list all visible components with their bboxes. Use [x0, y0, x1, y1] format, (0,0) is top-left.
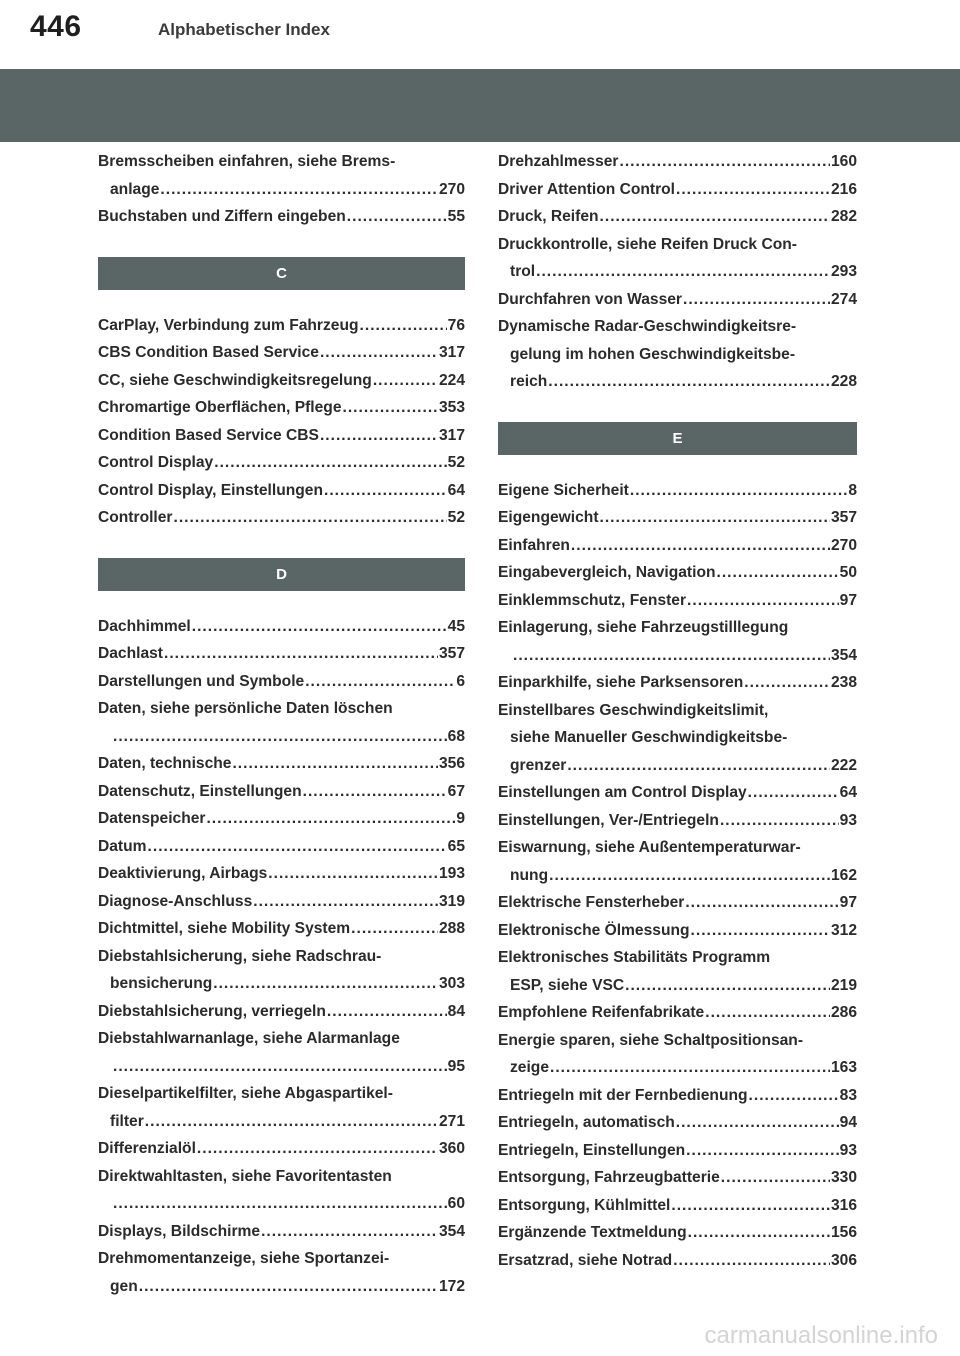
index-entry: [498, 669, 857, 697]
leader-dots: [261, 1218, 438, 1246]
index-entry-text: Darstellungen und Symbole: [98, 672, 305, 690]
index-entry-text: Control Display, Einstellungen: [98, 481, 323, 499]
index-entry-text: Deaktivierung, Airbags: [98, 865, 268, 882]
leader-dots: [145, 1108, 438, 1136]
leader-dots: [192, 613, 447, 641]
section-heading-d: D: [98, 558, 465, 591]
index-page-number: 357: [830, 509, 857, 526]
leader-dots: [686, 1137, 838, 1165]
index-entry: [498, 1027, 857, 1082]
watermark: carmanualsonline.info: [704, 1322, 938, 1349]
leader-dots: [213, 970, 438, 998]
index-group-c: [98, 312, 465, 532]
index-entry: [498, 697, 857, 780]
leader-dots: [148, 833, 447, 861]
leader-dots: [749, 1082, 839, 1110]
index-page-number: 271: [438, 1112, 465, 1130]
index-entry-text: Einlagerung, siehe Fahrzeugstilllegung: [498, 619, 789, 636]
index-entry-text: Einparkhilfe, siehe Parksensoren: [498, 674, 744, 691]
index-entry-text: Empfohlene Reifenfabrikate: [498, 1004, 705, 1021]
leader-dots: [676, 1109, 839, 1137]
index-entry: [498, 779, 857, 807]
section-heading-c: C: [98, 257, 465, 290]
leader-dots: [673, 1247, 830, 1275]
index-entry-text: trol: [510, 263, 536, 280]
index-page-number: 193: [438, 865, 465, 882]
leader-dots: [139, 1273, 438, 1301]
index-entry: [98, 613, 465, 641]
index-page-number: 286: [830, 1004, 857, 1021]
index-page-number: 270: [438, 180, 465, 198]
index-page-number: 330: [830, 1169, 857, 1186]
index-page-number: 282: [830, 208, 857, 225]
leader-dots: [688, 1219, 830, 1247]
leader-dots: [253, 888, 438, 916]
index-entry-text: CarPlay, Verbindung zum Fahrzeug: [98, 316, 359, 334]
leader-dots: [320, 339, 438, 367]
index-entry-text: grenzer: [510, 756, 567, 774]
index-entry: [98, 1163, 465, 1218]
index-entry-text: Druckkontrolle, siehe Reifen Druck Con-: [498, 235, 797, 253]
index-entry-text: Dynamische Radar-Geschwindigkeitsre-: [498, 318, 797, 335]
index-entry: [498, 834, 857, 889]
index-entry-text: Druck, Reifen: [498, 208, 599, 225]
index-entry: [498, 999, 857, 1027]
leader-dots: [320, 422, 438, 450]
index-entry-text: Entriegeln, Einstellungen: [498, 1141, 686, 1159]
index-page-number: 97: [839, 591, 857, 609]
leader-dots: [687, 587, 839, 615]
header-band: [0, 69, 960, 142]
index-entry-text: Einstellbares Geschwindigkeitslimit,: [498, 701, 769, 719]
index-entry: [498, 286, 857, 314]
leader-dots: [600, 203, 830, 231]
index-entry: [498, 148, 857, 176]
leader-dots: [113, 1190, 447, 1218]
index-page-number: 9: [456, 810, 465, 827]
index-page-number: 50: [839, 564, 857, 581]
index-entry-text: Entriegeln mit der Fernbedienung: [498, 1086, 748, 1104]
leader-dots: [113, 723, 447, 751]
index-entry: [498, 944, 857, 999]
index-page-number: 64: [839, 784, 857, 801]
leader-dots: [174, 504, 447, 532]
index-column-left: [98, 148, 465, 1300]
index-entry-text: Entriegeln, automatisch: [498, 1114, 675, 1131]
index-entry: [498, 559, 857, 587]
leader-dots: [549, 862, 830, 890]
leader-dots: [113, 1053, 447, 1081]
index-page-number: 238: [830, 674, 857, 691]
index-entry: [498, 231, 857, 286]
index-group-d: [98, 613, 465, 1301]
index-entry-text: Einfahren: [498, 536, 570, 554]
index-entry-text: Elektronische Ölmessung: [498, 921, 690, 939]
leader-dots: [676, 176, 830, 204]
index-entry-text: filter: [110, 1112, 144, 1130]
index-entry: [98, 695, 465, 750]
index-page-number: 270: [830, 536, 857, 554]
index-entry: [98, 203, 465, 231]
index-entry: [98, 998, 465, 1026]
index-page-number: 353: [438, 399, 465, 416]
index-entry-text: Bremsscheiben einfahren, siehe Brems-: [98, 153, 396, 170]
index-entry-text: Einstellungen am Control Display: [498, 784, 747, 801]
page-number: 446: [30, 10, 82, 43]
index-page-number: 93: [839, 1141, 857, 1159]
index-entry: [498, 1247, 857, 1275]
leader-dots: [571, 532, 830, 560]
section-heading-e: E: [498, 422, 857, 455]
index-entry-text: Dieselpartikelfilter, siehe Abgaspartikel-: [98, 1085, 393, 1102]
leader-dots: [351, 915, 438, 943]
index-entry: [498, 614, 857, 669]
index-entry-text: Condition Based Service CBS: [98, 426, 319, 444]
index-page-number: 354: [438, 1222, 465, 1240]
index-entry-text: anlage: [110, 180, 160, 198]
index-entry-text: Diebstahlsicherung, verriegeln: [98, 1002, 326, 1020]
index-page-number: 274: [830, 290, 857, 308]
index-entry: [98, 312, 465, 340]
index-entry-text: Drehzahlmesser: [498, 153, 619, 170]
index-page-number: 216: [830, 180, 857, 198]
index-entry: [98, 805, 465, 833]
index-page-number: 6: [456, 672, 465, 690]
index-page-number: 95: [447, 1057, 465, 1075]
index-entry-text: zeige: [510, 1059, 549, 1076]
leader-dots: [748, 779, 839, 807]
index-entry-text: Diagnose-Anschluss: [98, 892, 253, 910]
index-entry-text: Ergänzende Textmeldung: [498, 1224, 687, 1241]
leader-dots: [160, 176, 438, 204]
index-entry-text: bensicherung: [110, 975, 213, 992]
index-entry-text: nung: [510, 866, 549, 884]
index-entry-text: Differenzialöl: [98, 1140, 196, 1157]
index-page-number: 45: [447, 617, 465, 635]
index-entry: [498, 917, 857, 945]
index-entry-text: Entsorgung, Kühlmittel: [498, 1196, 671, 1214]
index-page-number: 84: [447, 1002, 465, 1020]
index-entry-text: CBS Condition Based Service: [98, 344, 319, 361]
leader-dots: [164, 640, 438, 668]
leader-dots: [232, 750, 438, 778]
index-entry: [98, 860, 465, 888]
leader-dots: [567, 752, 830, 780]
index-page-number: 60: [447, 1195, 465, 1212]
index-entry-text: Controller: [98, 509, 173, 526]
leader-dots: [548, 368, 830, 396]
index-entry: [98, 915, 465, 943]
index-entry-text: gelung im hohen Geschwindigkeitsbe-: [510, 345, 796, 363]
index-entry-text: Dachhimmel: [98, 617, 191, 635]
index-entry: [98, 833, 465, 861]
index-entry: [98, 422, 465, 450]
leader-dots: [327, 998, 447, 1026]
index-page-number: 68: [447, 727, 465, 745]
index-page-number: 52: [447, 509, 465, 526]
index-entry-text: Chromartige Oberflächen, Pflege: [98, 399, 342, 416]
index-entry-text: Daten, siehe persönliche Daten löschen: [98, 700, 393, 717]
index-column-right: [498, 148, 857, 1274]
index-entry-text: Driver Attention Control: [498, 180, 676, 198]
index-page-number: 162: [830, 866, 857, 884]
index-entry-text: Datum: [98, 837, 147, 855]
leader-dots: [600, 504, 830, 532]
leader-dots: [685, 889, 838, 917]
index-page-number: 303: [438, 975, 465, 992]
index-page-number: 55: [447, 208, 465, 225]
index-page-number: 67: [447, 782, 465, 800]
index-page-number: 64: [447, 481, 465, 499]
index-entry: [98, 1218, 465, 1246]
index-page-number: 319: [438, 892, 465, 910]
index-entry: [98, 394, 465, 422]
index-group-b: [98, 148, 465, 231]
index-entry-text: Elektronisches Stabilitäts Programm: [498, 949, 771, 966]
index-entry-text: Datenschutz, Einstellungen: [98, 782, 302, 800]
leader-dots: [206, 805, 455, 833]
index-entry: [98, 750, 465, 778]
index-page-number: 94: [839, 1114, 857, 1131]
index-entry-text: Diebstahlwarnanlage, siehe Alarmanlage: [98, 1030, 400, 1047]
leader-dots: [303, 778, 447, 806]
index-entry-text: Datenspeicher: [98, 810, 206, 827]
index-page-number: 222: [830, 756, 857, 774]
index-page-number: 65: [447, 837, 465, 855]
leader-dots: [691, 917, 830, 945]
leader-dots: [671, 1192, 830, 1220]
index-entry: [98, 148, 465, 203]
index-entry: [98, 778, 465, 806]
index-entry: [98, 449, 465, 477]
index-page-number: 360: [438, 1140, 465, 1157]
index-entry: [498, 1192, 857, 1220]
index-entry: [498, 504, 857, 532]
index-group-e: [498, 477, 857, 1275]
index-entry-text: Direktwahltasten, siehe Favoritentasten: [98, 1167, 392, 1185]
index-entry-text: Buchstaben und Ziffern eingeben: [98, 208, 346, 225]
index-page-number: 76: [447, 316, 465, 334]
index-page-number: 288: [438, 920, 465, 937]
leader-dots: [268, 860, 438, 888]
leader-dots: [536, 258, 830, 286]
leader-dots: [625, 972, 830, 1000]
index-entry: [498, 1109, 857, 1137]
index-entry: [98, 367, 465, 395]
index-entry: [98, 640, 465, 668]
index-entry-text: Dachlast: [98, 645, 164, 662]
leader-dots: [214, 449, 446, 477]
index-page-number: 172: [438, 1277, 465, 1295]
leader-dots: [630, 477, 847, 505]
index-page-number: 93: [839, 811, 857, 829]
index-page-number: 52: [447, 454, 465, 471]
index-page-number: 357: [438, 645, 465, 662]
index-entry: [98, 943, 465, 998]
index-entry-text: Daten, technische: [98, 755, 232, 772]
index-entry-text: Eingabevergleich, Navigation: [498, 564, 716, 581]
index-entry-text: ESP, siehe VSC: [510, 976, 625, 994]
index-page-number: 306: [830, 1251, 857, 1269]
leader-dots: [373, 367, 438, 395]
index-page-number: 317: [438, 344, 465, 361]
index-entry-text: Drehmomentanzeige, siehe Sportanzei-: [98, 1250, 390, 1267]
index-entry: [98, 504, 465, 532]
index-entry-text: Entsorgung, Fahrzeugbatterie: [498, 1169, 720, 1186]
index-entry: [498, 1164, 857, 1192]
index-entry: [98, 1080, 465, 1135]
leader-dots: [197, 1135, 438, 1163]
index-entry: [98, 888, 465, 916]
leader-dots: [550, 1054, 830, 1082]
leader-dots: [720, 807, 839, 835]
leader-dots: [324, 477, 447, 505]
index-entry-text: gen: [110, 1277, 138, 1295]
index-entry-text: Dichtmittel, siehe Mobility System: [98, 920, 351, 937]
index-page-number: 224: [438, 371, 465, 389]
index-page-number: 293: [830, 263, 857, 280]
index-entry: [498, 477, 857, 505]
index-page-number: 156: [830, 1224, 857, 1241]
index-entry-text: Elektrische Fensterheber: [498, 894, 685, 911]
index-entry-text: siehe Manueller Geschwindigkeitsbe-: [510, 729, 788, 746]
index-page-number: 163: [830, 1059, 857, 1076]
index-entry-text: Durchfahren von Wasser: [498, 290, 682, 308]
index-entry-text: Displays, Bildschirme: [98, 1222, 261, 1240]
index-entry: [498, 587, 857, 615]
index-entry-text: Energie sparen, siehe Schaltpositionsan-: [498, 1031, 804, 1049]
leader-dots: [619, 148, 829, 176]
leader-dots: [513, 642, 830, 670]
index-entry: [98, 339, 465, 367]
index-entry: [498, 176, 857, 204]
index-page-number: 8: [848, 481, 857, 499]
leader-dots: [717, 559, 839, 587]
index-entry-text: Ersatzrad, siehe Notrad: [498, 1251, 673, 1269]
leader-dots: [305, 668, 455, 696]
index-page-number: 354: [830, 646, 857, 664]
index-entry-text: Eiswarnung, siehe Außentemperaturwar-: [498, 839, 801, 856]
leader-dots: [343, 394, 438, 422]
index-entry: [498, 807, 857, 835]
index-entry: [498, 889, 857, 917]
index-page-number: 228: [830, 373, 857, 390]
index-page-number: 83: [839, 1086, 857, 1104]
index-page-number: 312: [830, 921, 857, 939]
index-entry: [98, 1025, 465, 1080]
index-entry: [498, 1219, 857, 1247]
index-entry: [98, 477, 465, 505]
index-entry-text: Einklemmschutz, Fenster: [498, 591, 687, 609]
index-page-number: 97: [839, 894, 857, 911]
index-entry: [498, 1082, 857, 1110]
index-entry-text: Diebstahlsicherung, siehe Radschrau-: [98, 947, 382, 965]
index-page-number: 317: [438, 426, 465, 444]
index-entry-text: Control Display: [98, 454, 214, 471]
index-entry: [98, 1245, 465, 1300]
index-page-number: 316: [830, 1196, 857, 1214]
index-entry: [498, 203, 857, 231]
leader-dots: [705, 999, 830, 1027]
index-entry: [498, 313, 857, 396]
index-group-d-continued: [498, 148, 857, 396]
index-entry-text: Eigengewicht: [498, 509, 599, 526]
index-entry: [498, 1137, 857, 1165]
index-entry: [98, 1135, 465, 1163]
index-entry-text: reich: [510, 373, 548, 390]
index-entry-text: CC, siehe Geschwindigkeitsregelung: [98, 371, 372, 389]
index-page-number: 160: [830, 153, 857, 170]
leader-dots: [683, 286, 830, 314]
index-entry-text: Einstellungen, Ver-/Entriegeln: [498, 811, 719, 829]
leader-dots: [744, 669, 830, 697]
leader-dots: [360, 312, 447, 340]
index-entry: [98, 668, 465, 696]
leader-dots: [721, 1164, 830, 1192]
index-page-number: 219: [830, 976, 857, 994]
leader-dots: [347, 203, 447, 231]
page-title: Alphabetischer Index: [158, 20, 330, 39]
page-header: [0, 0, 960, 62]
index-entry: [498, 532, 857, 560]
index-page-number: 356: [438, 755, 465, 772]
index-entry-text: Eigene Sicherheit: [498, 481, 629, 499]
